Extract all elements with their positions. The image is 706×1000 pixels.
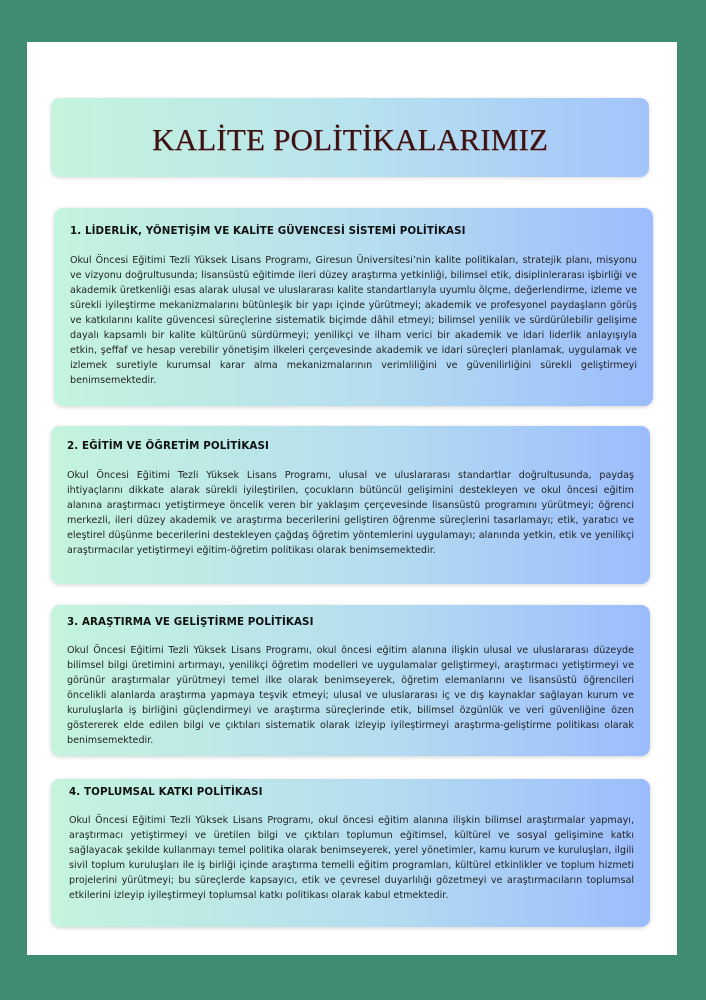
policy-card-research (51, 605, 650, 756)
page-title: KALİTE POLİTİKALARIMIZ (151, 121, 549, 157)
document-page (27, 42, 677, 955)
policy-heading: 4. TOPLUMSAL KATKI POLİTİKASI (69, 786, 263, 798)
policy-body: Okul Öncesi Eğitimi Tezli Yüksek Lisans Programı, ulusal ve uluslararası standartlar doğrultusunda, paydaş ihtiyaçlarını dikkate alarak sürekli iyileştirilen, çocukların bütüncül gelişimini destekleyen ve okul öncesi eğitim alanına araştırmacı yetiştirmeye öncelik veren bir yaklaşım çerçevesinde lisansüstü programını yürütmeyi; öğrenci merkezli, ileri düzey akademik ve araştırma becerilerini geliştiren öğrenme süreçlerini tasarlamayı; etik, yaratıcı ve eleştirel düşünme becerilerini destekleyen çağdaş öğretim yöntemlerini uygulamayı; alanında yetkin, etik ve yenilikçi araştırmacılar yetiştirmeyi eğitim-öğretim politikası olarak benimsemektedir. (67, 470, 634, 556)
policy-body: Okul Öncesi Eğitimi Tezli Yüksek Lisans Programı, okul öncesi eğitim alanına ilişkin ulusal ve uluslararası düzeyde bilimsel bilgi üretimini artırmayı, yenilikçi öğretim modelleri ve uygulamalar geliştirmeyi, araştırmacı yetiştirmeyi ve görünür araştırmalar yürütmeyi temel ilke olarak benimseyerek, öğretim elemanlarını ve lisansüstü öğrencileri öncelikli alanlarda araştırma yapmaya teşvik etmeyi; ulusal ve uluslararası iç ve dış kaynaklar sağlayan kurum ve kuruluşlarla iş birliğini güçlendirmeyi ve araştırma süreçlerinde etik, bilimsel özgünlük ve veri güvenliğine özen göstererek elde edilen bilgi ve çıktıları sistematik olarak izleyip iyileştirmeyi araştırma-geliştirme politikası olarak benimsemektedir. (67, 645, 634, 746)
policy-heading: 3. ARAŞTIRMA VE GELİŞTİRME POLİTİKASI (67, 616, 314, 628)
policy-heading: 2. EĞİTİM VE ÖĞRETİM POLİTİKASI (67, 440, 269, 452)
policy-heading: 1. LİDERLİK, YÖNETİŞİM VE KALİTE GÜVENCESİ SİSTEMİ POLİTİKASI (70, 225, 466, 237)
policy-card-education (51, 426, 650, 584)
policy-card-leadership (54, 208, 653, 406)
policy-body: Okul Öncesi Eğitimi Tezli Yüksek Lisans Programı, okul öncesi eğitim alanına ilişkin bilimsel araştırmalar yapmayı, araştırmacı yetiştirmeyi ve üretilen bilgi ve çıktıları toplumun eğitimsel, kültürel ve sosyal gelişimine katkı sağlayacak şekilde kullanmayı temel politika olarak benimseyerek, yerel yönetimler, kamu kurum ve kuruluşları, ilgili sivil toplum kuruluşları ile iş birliği içinde araştırma temelli eğitim programları, kültürel etkinlikler ve toplum hizmeti projelerini yürütmeyi; bu süreçlerde kapsayıcı, etik ve çevresel duyarlılığı gözetmeyi ve araştırmacıların toplumsal etkilerini izleyip iyileştirmeyi toplumsal katkı politikası olarak kabul etmektedir. (69, 815, 634, 901)
policy-body: Okul Öncesi Eğitimi Tezli Yüksek Lisans Programı, Giresun Üniversitesi’nin kalite politikaları, stratejik planı, misyonu ve vizyonu doğrultusunda; lisansüstü eğitimde ileri düzey araştırma yetkinliği, bilimsel etik, disiplinlerarası işbirliği ve akademik üretkenliği esas alarak ulusal ve uluslararası kalite standartlarıyla uyumlu ölçme, değerlendirme, izleme ve sürekli iyileştirme mekanizmalarını bütünleşik bir yapı içinde yürütmeyi; akademik ve profesyonel paydaşların görüş ve katkılarını kalite güvencesi süreçlerine sistematik biçimde dâhil etmeyi; bilimsel yenilik ve sürdürülebilir gelişime dayalı kapsamlı bir kalite kültürünü sürdürmeyi; yenilikçi ve ilham verici bir akademik ve idari liderlik anlayışıyla etkin, şeffaf ve hesap verebilir yönetişim ilkeleri çerçevesinde akademik ve idari süreçleri planlamak, uygulamak ve izlemek suretiyle kurumsal karar alma mekanizmalarının verimliliğini ve güvenilirliğini sürekli geliştirmeyi benimsemektedir. (70, 255, 637, 386)
title-banner (51, 98, 649, 177)
policy-card-social-contribution (51, 779, 650, 927)
